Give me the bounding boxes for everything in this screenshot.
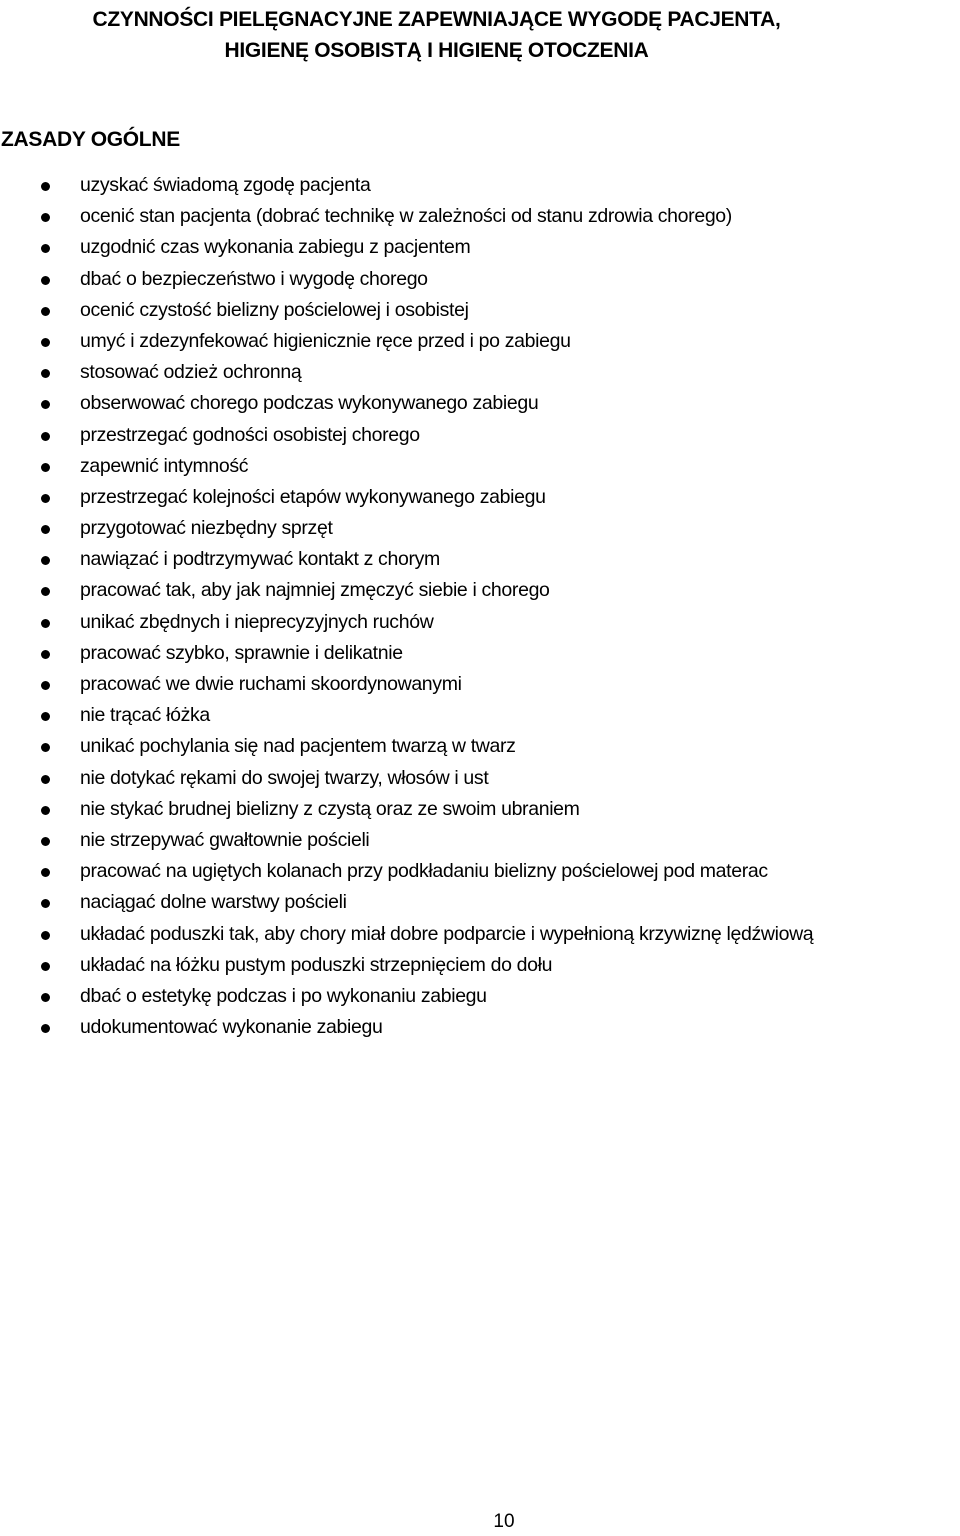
bullet-icon bbox=[41, 244, 50, 253]
list-item-text: ocenić stan pacjenta (dobrać technikę w zależności od stanu zdrowia chorego) bbox=[80, 205, 732, 228]
bullet-icon bbox=[41, 182, 50, 191]
list-item bbox=[0, 731, 960, 762]
bullet-icon bbox=[41, 681, 50, 690]
bullet-icon bbox=[41, 712, 50, 721]
list-item-text: przestrzegać kolejności etapów wykonywanego zabiegu bbox=[80, 485, 546, 508]
list-item bbox=[0, 451, 960, 482]
list-item-text: nawiązać i podtrzymywać kontakt z chorym bbox=[80, 548, 440, 571]
bullet-icon bbox=[41, 931, 50, 940]
list-item-text: dbać o bezpieczeństwo i wygodę chorego bbox=[80, 267, 428, 290]
bullet-icon bbox=[41, 369, 50, 378]
list-item-text: nie stykać brudnej bielizny z czystą oraz ze swoim ubraniem bbox=[80, 797, 580, 820]
list-item-text: nie strzepywać gwałtownie pościeli bbox=[80, 828, 370, 851]
bullet-icon bbox=[41, 494, 50, 503]
page-number: 10 bbox=[493, 1511, 515, 1532]
list-item bbox=[0, 763, 960, 794]
list-item bbox=[0, 638, 960, 669]
title-line-1: CZYNNOŚCI PIELĘGNACYJNE ZAPEWNIAJĄCE WYGODĘ PACJENTA, bbox=[92, 8, 781, 31]
bullet-icon bbox=[41, 400, 50, 409]
title-line-2: HIGIENĘ OSOBISTĄ I HIGIENĘ OTOCZENIA bbox=[224, 39, 649, 62]
list-item bbox=[0, 232, 960, 263]
list-item-text: przygotować niezbędny sprzęt bbox=[80, 517, 333, 540]
bullet-icon bbox=[41, 775, 50, 784]
list-item bbox=[0, 825, 960, 856]
list-item bbox=[0, 482, 960, 513]
list-item-text: pracować na ugiętych kolanach przy podkładaniu bielizny pościelowej pod materac bbox=[80, 860, 768, 883]
list-item bbox=[0, 420, 960, 451]
list-item bbox=[0, 201, 960, 232]
bullet-icon bbox=[41, 868, 50, 877]
bullet-icon bbox=[41, 806, 50, 815]
list-item-text: naciągać dolne warstwy pościeli bbox=[80, 891, 347, 914]
list-item-text: udokumentować wykonanie zabiegu bbox=[80, 1016, 383, 1039]
bullet-icon bbox=[41, 338, 50, 347]
list-item bbox=[0, 575, 960, 606]
bullet-icon bbox=[41, 619, 50, 628]
list-item bbox=[0, 981, 960, 1012]
list-item bbox=[0, 700, 960, 731]
list-item bbox=[0, 887, 960, 918]
list-item-text: nie trącać łóżka bbox=[80, 704, 210, 727]
bullet-icon bbox=[41, 525, 50, 534]
bullet-icon bbox=[41, 837, 50, 846]
bullet-icon bbox=[41, 1024, 50, 1033]
list-item bbox=[0, 919, 960, 950]
list-item-text: umyć i zdezynfekować higienicznie ręce przed i po zabiegu bbox=[80, 329, 571, 352]
bullet-icon bbox=[41, 743, 50, 752]
list-item bbox=[0, 357, 960, 388]
list-item bbox=[0, 794, 960, 825]
bullet-icon bbox=[41, 650, 50, 659]
bullet-icon bbox=[41, 432, 50, 441]
bullet-icon bbox=[41, 899, 50, 908]
list-item bbox=[0, 544, 960, 575]
list-item-text: stosować odzież ochronną bbox=[80, 361, 302, 384]
list-item-text: ocenić czystość bielizny pościelowej i osobistej bbox=[80, 298, 469, 321]
list-item-text: układać na łóżku pustym poduszki strzepnięciem do dołu bbox=[80, 953, 553, 976]
list-item bbox=[0, 513, 960, 544]
list-item-text: unikać zbędnych i nieprecyzyjnych ruchów bbox=[80, 610, 434, 633]
list-item bbox=[0, 669, 960, 700]
bullet-icon bbox=[41, 962, 50, 971]
list-item-text: uzyskać świadomą zgodę pacjenta bbox=[80, 174, 371, 196]
list-item bbox=[0, 856, 960, 887]
bullet-icon bbox=[41, 463, 50, 472]
rules-list bbox=[0, 170, 960, 1043]
list-item-text: pracować szybko, sprawnie i delikatnie bbox=[80, 641, 403, 664]
list-item bbox=[0, 1012, 960, 1043]
list-item-text: zapewnić intymność bbox=[80, 454, 249, 477]
list-item-text: unikać pochylania się nad pacjentem twarzą w twarz bbox=[80, 735, 516, 758]
bullet-icon bbox=[41, 556, 50, 565]
list-item bbox=[0, 388, 960, 419]
list-item bbox=[0, 295, 960, 326]
bullet-icon bbox=[41, 587, 50, 596]
bullet-icon bbox=[41, 993, 50, 1002]
list-item-text: nie dotykać rękami do swojej twarzy, włosów i ust bbox=[80, 766, 489, 789]
list-item-text: pracować we dwie ruchami skoordynowanymi bbox=[80, 673, 462, 695]
list-item-text: układać poduszki tak, aby chory miał dobre podparcie i wypełnioną krzywiznę lędźwiową bbox=[80, 922, 814, 945]
list-item-text: dbać o estetykę podczas i po wykonaniu zabiegu bbox=[80, 984, 487, 1007]
section-heading: ZASADY OGÓLNE bbox=[1, 128, 180, 151]
list-item-text: obserwować chorego podczas wykonywanego zabiegu bbox=[80, 392, 539, 415]
list-item-text: pracować tak, aby jak najmniej zmęczyć siebie i chorego bbox=[80, 579, 550, 602]
bullet-icon bbox=[41, 307, 50, 316]
list-item bbox=[0, 170, 960, 201]
bullet-icon bbox=[41, 276, 50, 285]
list-item-text: przestrzegać godności osobistej chorego bbox=[80, 423, 420, 446]
list-item bbox=[0, 264, 960, 295]
bullet-icon bbox=[41, 213, 50, 222]
list-item-text: uzgodnić czas wykonania zabiegu z pacjentem bbox=[80, 236, 471, 259]
list-item bbox=[0, 950, 960, 981]
list-item bbox=[0, 326, 960, 357]
page-title bbox=[0, 4, 873, 66]
list-item bbox=[0, 607, 960, 638]
